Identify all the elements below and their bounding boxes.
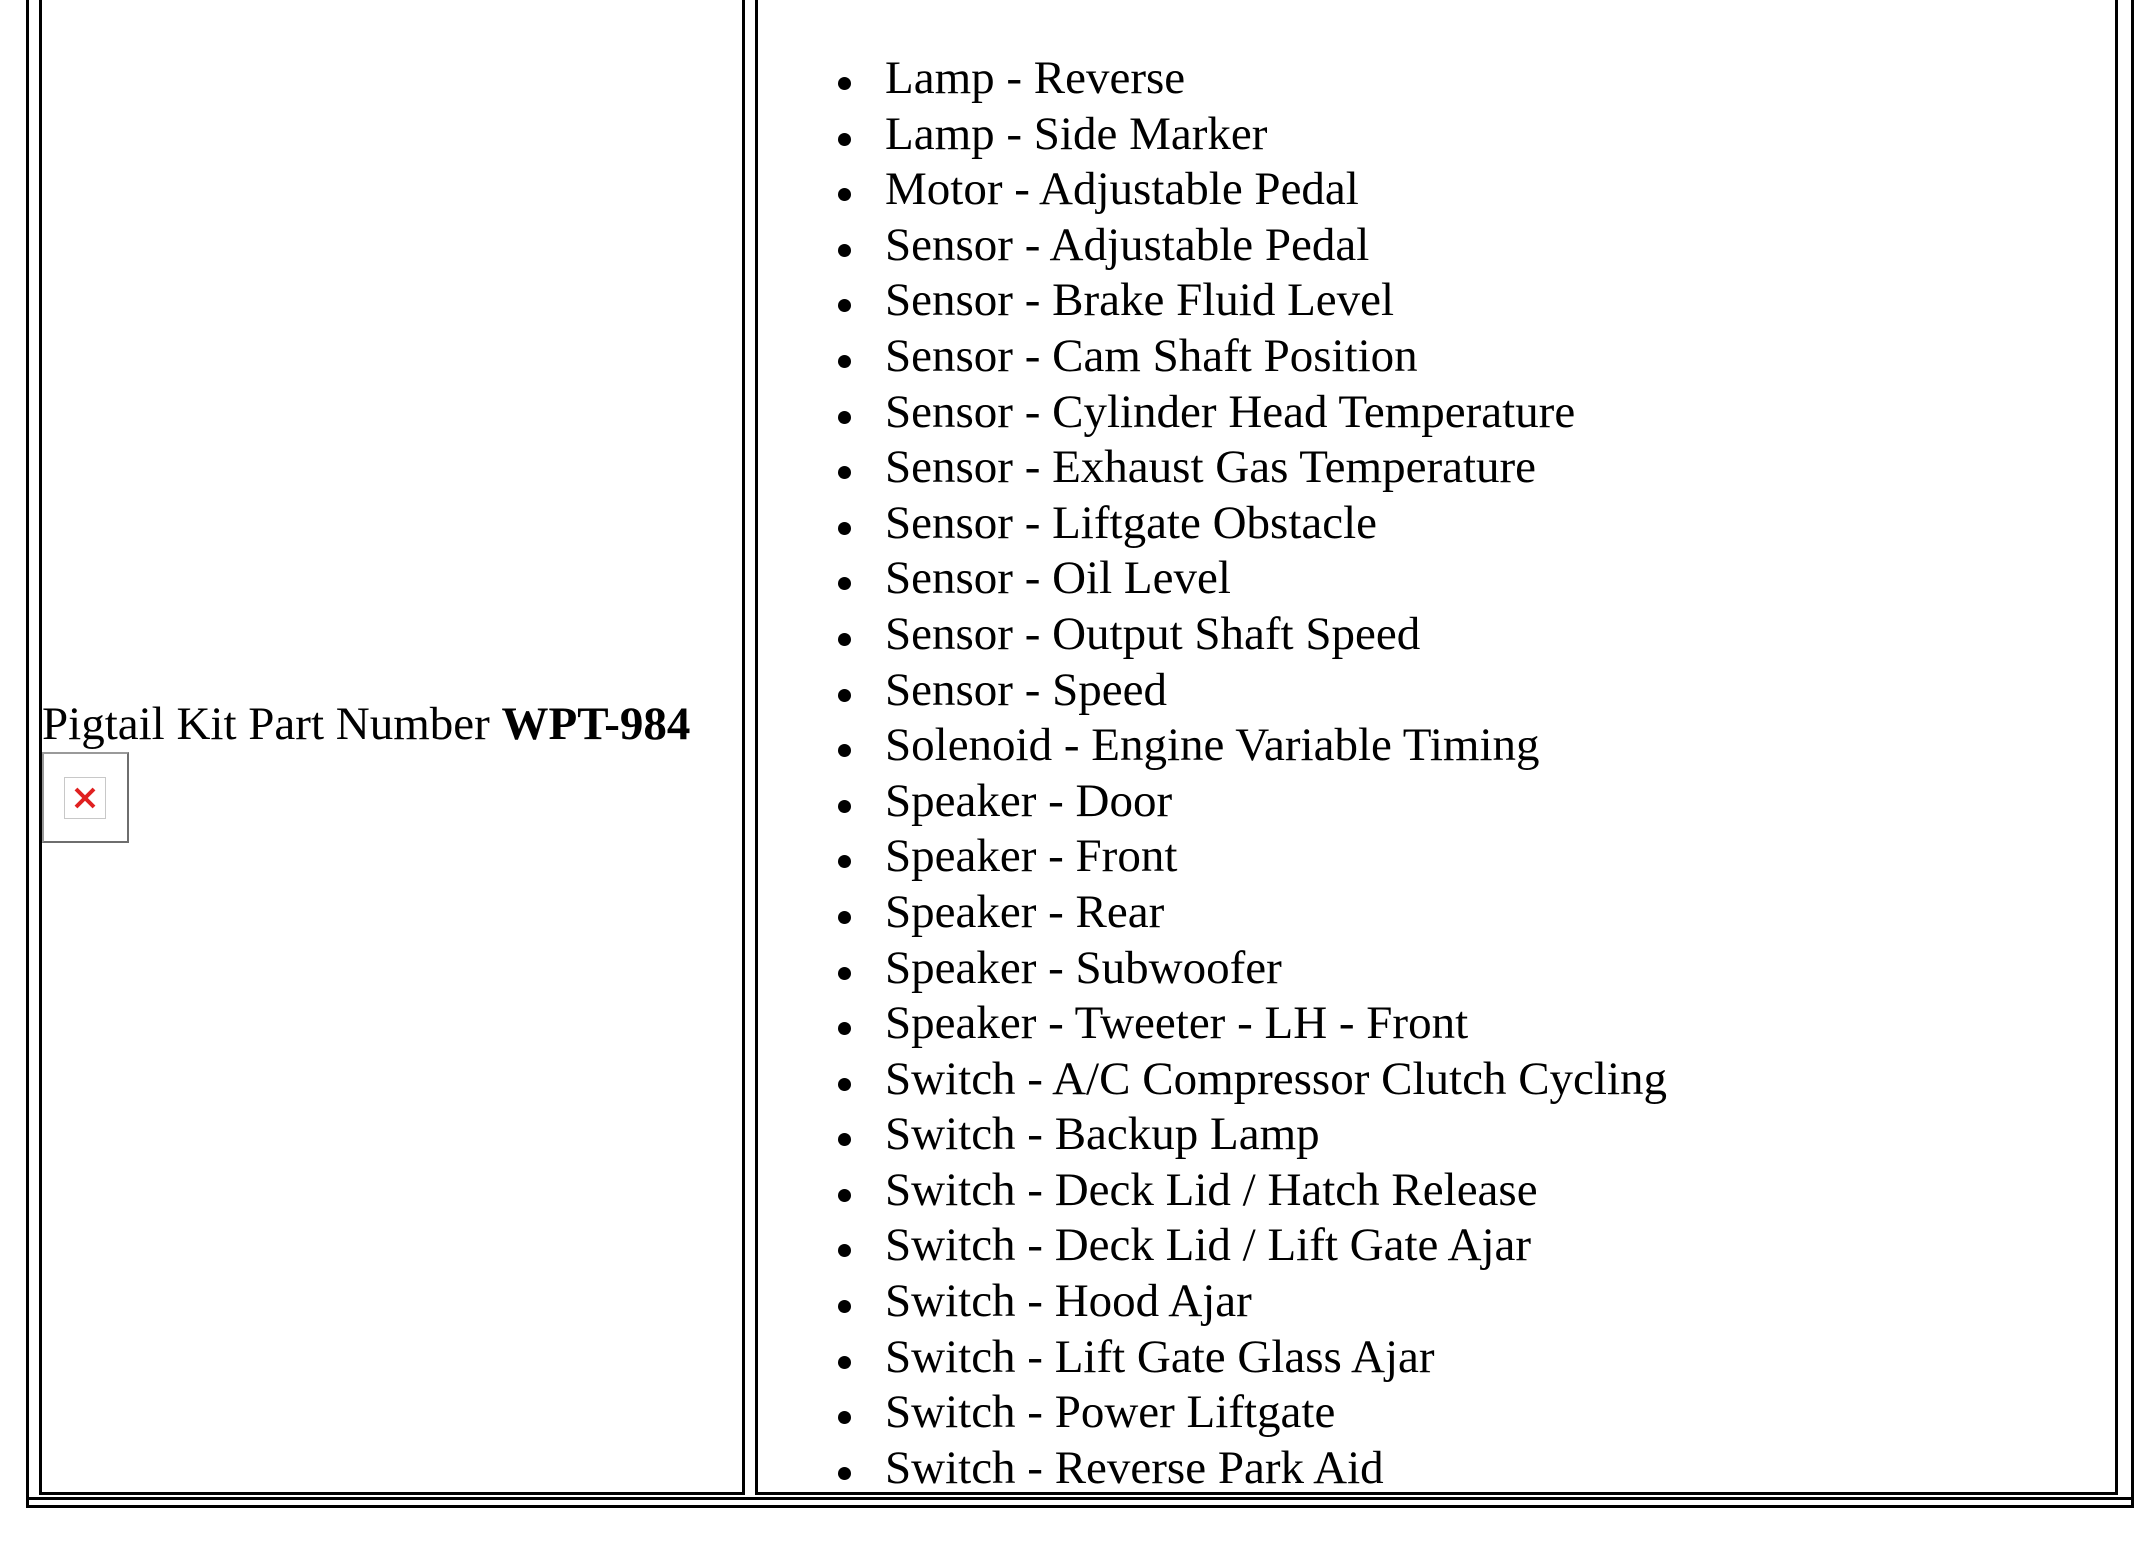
list-item-label: Speaker - Subwoofer	[885, 941, 1282, 994]
list-item-label: Switch - Deck Lid / Hatch Release	[885, 1163, 1538, 1216]
list-item-label: Motor - Adjustable Pedal	[885, 163, 1359, 216]
list-item	[832, 106, 1667, 162]
list-item-label: Speaker - Rear	[885, 885, 1165, 938]
list-item-label: Switch - Power Liftgate	[885, 1386, 1336, 1439]
list-item-label: Sensor - Cylinder Head Temperature	[885, 385, 1576, 438]
bullet-icon	[838, 1300, 851, 1313]
list-item-label: Speaker - Tweeter - LH - Front	[885, 997, 1469, 1050]
list-item-label: Switch - Backup Lamp	[885, 1108, 1320, 1161]
red-x-icon	[73, 786, 97, 810]
bullet-icon	[838, 633, 851, 646]
kit-label-prefix: Pigtail Kit Part Number	[42, 698, 502, 750]
list-item-label: Sensor - Speed	[885, 663, 1167, 716]
list-item	[832, 272, 1667, 328]
bullet-icon	[838, 1078, 851, 1091]
list-item	[832, 50, 1667, 106]
kit-image	[42, 752, 129, 843]
bullet-icon	[838, 1467, 851, 1480]
list-item	[832, 1329, 1667, 1385]
list-item-label: Switch - Deck Lid / Lift Gate Ajar	[885, 1219, 1532, 1272]
bullet-icon	[838, 355, 851, 368]
list-item	[832, 550, 1667, 606]
list-item	[832, 1384, 1667, 1440]
bullet-icon	[838, 188, 851, 201]
bullet-icon	[838, 911, 851, 924]
bullet-icon	[838, 133, 851, 146]
bullet-icon	[838, 1356, 851, 1369]
list-item-label: Sensor - Brake Fluid Level	[885, 274, 1395, 327]
list-item	[832, 384, 1667, 440]
list-item-label: Sensor - Output Shaft Speed	[885, 607, 1421, 660]
list-item-label: Lamp - Side Marker	[885, 107, 1268, 160]
list-item	[832, 995, 1667, 1051]
list-item	[832, 495, 1667, 551]
parts-list	[832, 50, 1667, 1495]
list-item	[832, 1106, 1667, 1162]
bullet-icon	[838, 244, 851, 257]
list-item-label: Switch - A/C Compressor Clutch Cycling	[885, 1052, 1668, 1105]
bullet-icon	[838, 1022, 851, 1035]
bullet-icon	[838, 1189, 851, 1202]
list-item	[832, 1051, 1667, 1107]
list-item-label: Switch - Hood Ajar	[885, 1275, 1252, 1328]
bullet-icon	[838, 466, 851, 479]
bullet-icon	[838, 800, 851, 813]
list-item-label: Switch - Reverse Park Aid	[885, 1441, 1384, 1494]
bullet-icon	[838, 689, 851, 702]
list-item	[832, 1273, 1667, 1329]
bullet-icon	[838, 299, 851, 312]
bullet-icon	[838, 1133, 851, 1146]
list-item	[832, 662, 1667, 718]
list-item-label: Speaker - Front	[885, 830, 1178, 883]
list-item	[832, 1162, 1667, 1218]
list-item	[832, 328, 1667, 384]
list-item-label: Solenoid - Engine Variable Timing	[885, 719, 1540, 772]
list-item	[832, 1217, 1667, 1273]
list-item-label: Sensor - Adjustable Pedal	[885, 218, 1370, 271]
list-item-label: Speaker - Door	[885, 774, 1173, 827]
list-item	[832, 217, 1667, 273]
list-item	[832, 606, 1667, 662]
list-item	[832, 1440, 1667, 1496]
list-item	[832, 439, 1667, 495]
list-item-label: Sensor - Liftgate Obstacle	[885, 496, 1378, 549]
bullet-icon	[838, 1411, 851, 1424]
list-item	[832, 161, 1667, 217]
bullet-icon	[838, 967, 851, 980]
list-item	[832, 884, 1667, 940]
list-item-label: Sensor - Oil Level	[885, 552, 1231, 605]
list-item-label: Sensor - Exhaust Gas Temperature	[885, 441, 1537, 494]
broken-image-icon	[64, 777, 106, 819]
list-item-label: Lamp - Reverse	[885, 52, 1186, 104]
kit-part-label	[42, 696, 690, 752]
bullet-icon	[838, 77, 851, 90]
list-item	[832, 940, 1667, 996]
bullet-icon	[838, 522, 851, 535]
bullet-icon	[838, 1244, 851, 1257]
list-item-label: Switch - Lift Gate Glass Ajar	[885, 1330, 1435, 1383]
list-item	[832, 828, 1667, 884]
bullet-icon	[838, 855, 851, 868]
list-item-label: Sensor - Cam Shaft Position	[885, 329, 1418, 382]
bullet-icon	[838, 744, 851, 757]
list-item	[832, 717, 1667, 773]
list-item	[832, 773, 1667, 829]
bullet-icon	[838, 411, 851, 424]
kit-part-number: WPT-984	[501, 698, 691, 750]
bullet-icon	[838, 577, 851, 590]
